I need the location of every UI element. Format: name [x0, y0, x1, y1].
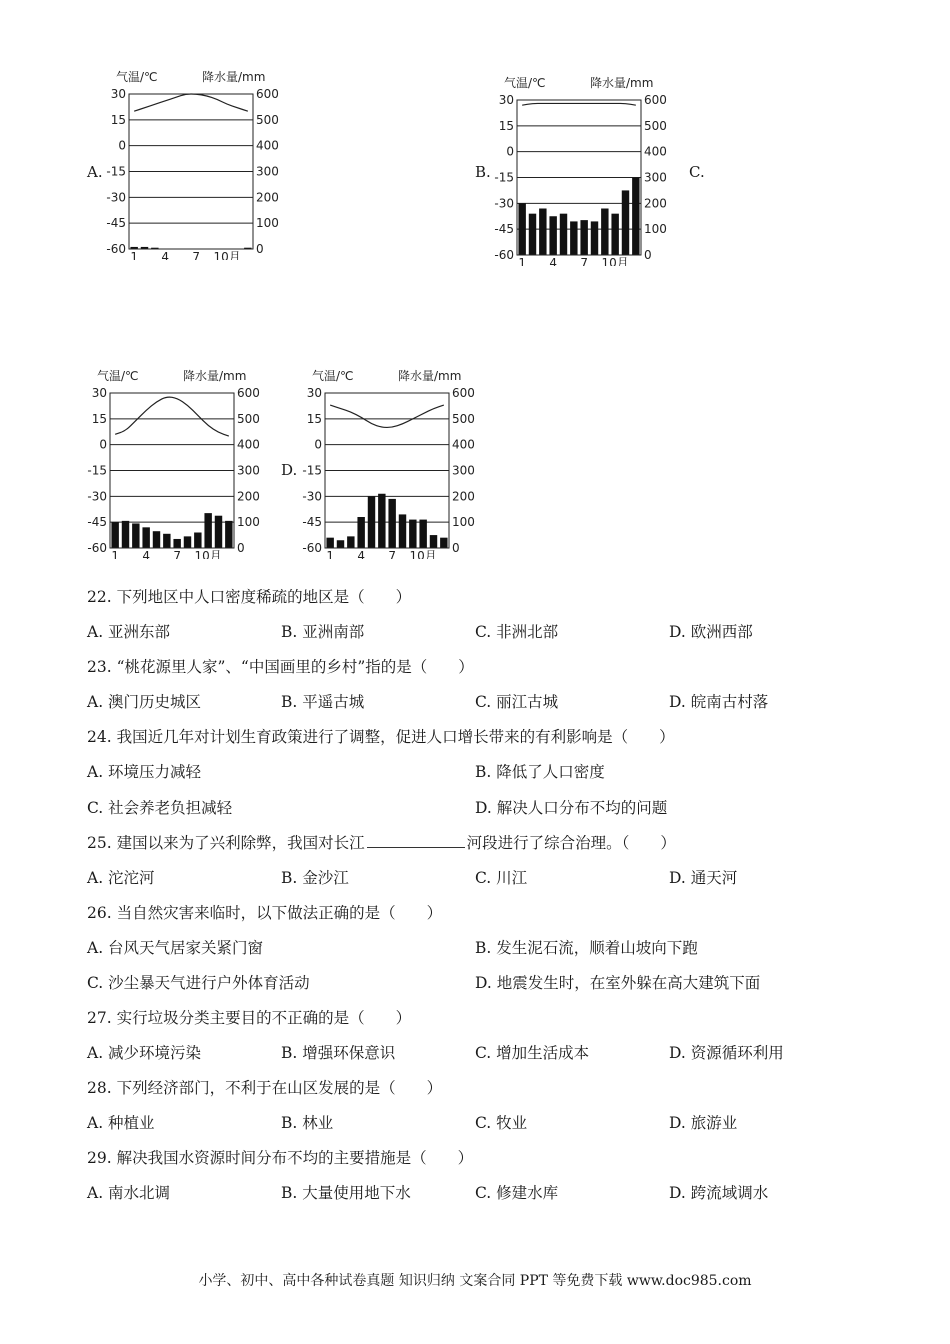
temperature-tick-label: -15 [302, 463, 322, 478]
precipitation-tick-label: 0 [452, 541, 460, 555]
option-letter-c: C. [689, 163, 705, 181]
precipitation-tick-label: 0 [644, 248, 652, 262]
q25-option-b[interactable]: B. 金沙江 [281, 869, 349, 887]
temperature-tick-label: -30 [494, 196, 514, 211]
climate-chart-svg [490, 74, 670, 266]
climate-chart-b [490, 74, 670, 270]
precipitation-bar [518, 203, 525, 255]
month-tick-label: 4 [549, 256, 557, 266]
temperature-tick-label: 30 [91, 386, 107, 400]
precipitation-tick-label: 500 [256, 112, 279, 127]
temperature-tick-label: -15 [494, 170, 514, 185]
q25-option-d[interactable]: D. 通天河 [669, 869, 738, 887]
month-tick-label: 1 [111, 549, 119, 559]
temperature-tick-label: 30 [306, 386, 322, 400]
precipitation-bar [430, 535, 437, 548]
temperature-tick-label: -60 [87, 541, 107, 555]
month-tick-label: 10月 [409, 549, 437, 559]
temperature-line [115, 397, 229, 436]
month-tick-label: 1 [130, 250, 138, 260]
precipitation-tick-label: 400 [644, 144, 667, 159]
q29-option-d[interactable]: D. 跨流域调水 [669, 1184, 769, 1202]
precipitation-bar [611, 214, 618, 255]
q24-option-c[interactable]: C. 社会养老负担减轻 [87, 799, 233, 817]
precipitation-bar [122, 521, 129, 548]
question-26-stem: 26. 当自然灾害来临时，以下做法正确的是（ ） [87, 904, 443, 922]
precipitation-tick-label: 200 [256, 190, 279, 205]
precipitation-tick-label: 100 [452, 515, 475, 530]
precipitation-tick-label: 200 [644, 196, 667, 211]
precipitation-bar [622, 190, 629, 255]
temperature-tick-label: 15 [498, 118, 514, 133]
question-23-stem: 23. “桃花源里人家”、“中国画里的乡村”指的是（ ） [87, 658, 474, 676]
precipitation-tick-label: 600 [644, 93, 667, 107]
month-tick-label: 7 [580, 256, 588, 266]
temperature-tick-label: -30 [106, 190, 126, 205]
precipitation-tick-label: 100 [237, 515, 260, 530]
temperature-tick-label: 15 [306, 411, 322, 426]
temperature-tick-label: -30 [87, 489, 107, 504]
precipitation-bar [378, 494, 385, 548]
temperature-line [134, 94, 248, 111]
month-tick-label: 10月 [213, 250, 241, 260]
q28-option-a[interactable]: A. 种植业 [87, 1114, 155, 1132]
q22-option-a[interactable]: A. 亚洲东部 [87, 623, 171, 641]
temperature-tick-label: -15 [87, 463, 107, 478]
q27-option-a[interactable]: A. 减少环境污染 [87, 1044, 202, 1062]
precipitation-bar [153, 531, 160, 548]
temperature-tick-label: -15 [106, 164, 126, 179]
q28-option-b[interactable]: B. 林业 [281, 1114, 334, 1132]
climate-chart-svg [83, 367, 263, 559]
month-tick-label: 10月 [601, 256, 629, 266]
precipitation-bar [529, 214, 536, 255]
precipitation-bar [184, 536, 191, 548]
precipitation-bar [601, 209, 608, 256]
precipitation-bar [204, 513, 211, 548]
precipitation-bar [225, 521, 232, 548]
question-28-stem: 28. 下列经济部门，不利于在山区发展的是（ ） [87, 1079, 443, 1097]
precipitation-bar [570, 221, 577, 255]
temperature-tick-label: -45 [494, 222, 514, 237]
climate-chart-svg [102, 68, 282, 260]
precipitation-bar [580, 220, 587, 255]
q25-stem-pre: 25. 建国以来为了兴利除弊，我国对长江 [87, 834, 365, 852]
q23-option-c[interactable]: C. 丽江古城 [475, 693, 559, 711]
precipitation-tick-label: 400 [256, 138, 279, 153]
precipitation-bar [632, 178, 639, 256]
climate-chart-svg [298, 367, 478, 559]
question-22-stem: 22. 下列地区中人口密度稀疏的地区是（ ） [87, 588, 412, 606]
temperature-axis-title: 气温/℃ [97, 369, 139, 383]
month-tick-label: 4 [357, 549, 365, 559]
q29-option-a[interactable]: A. 南水北调 [87, 1184, 171, 1202]
precipitation-tick-label: 600 [256, 87, 279, 101]
q25-blank[interactable] [367, 833, 465, 848]
temperature-axis-title: 气温/℃ [312, 369, 354, 383]
temperature-tick-label: 15 [110, 112, 126, 127]
question-27-stem: 27. 实行垃圾分类主要目的不正确的是（ ） [87, 1009, 412, 1027]
q27-option-d[interactable]: D. 资源循环利用 [669, 1044, 784, 1062]
precipitation-bar [357, 517, 364, 548]
temperature-axis-title: 气温/℃ [504, 76, 546, 90]
q24-option-b[interactable]: B. 降低了人口密度 [475, 763, 605, 781]
temperature-tick-label: 0 [314, 437, 322, 452]
month-tick-label: 1 [518, 256, 526, 266]
precipitation-bar [132, 523, 139, 548]
temperature-tick-label: 0 [118, 138, 126, 153]
precipitation-bar [419, 520, 426, 548]
precipitation-tick-label: 500 [237, 411, 260, 426]
q28-option-c[interactable]: C. 牧业 [475, 1114, 528, 1132]
precipitation-axis-title: 降水量/mm [202, 70, 266, 84]
precipitation-tick-label: 100 [644, 222, 667, 237]
question-25-stem [87, 831, 676, 853]
q28-option-d[interactable]: D. 旅游业 [669, 1114, 738, 1132]
precipitation-bar [163, 534, 170, 548]
q23-option-d[interactable]: D. 皖南古村落 [669, 693, 769, 711]
precipitation-tick-label: 500 [452, 411, 475, 426]
climate-chart-d [298, 367, 478, 563]
precipitation-tick-label: 200 [452, 489, 475, 504]
precipitation-bar [347, 536, 354, 548]
question-24-stem: 24. 我国近几年对计划生育政策进行了调整，促进人口增长带来的有利影响是（ ） [87, 728, 675, 746]
option-letter-b: B. [475, 163, 491, 181]
q29-option-c[interactable]: C. 修建水库 [475, 1184, 559, 1202]
precipitation-bar [173, 539, 180, 548]
q22-option-b[interactable]: B. 亚洲南部 [281, 623, 365, 641]
page-footer: 小学、初中、高中各种试卷真题 知识归纳 文案合同 PPT 等免费下载 www.doc985.com [198, 1273, 752, 1289]
q23-option-a[interactable]: A. 澳门历史城区 [87, 693, 202, 711]
temperature-tick-label: -45 [302, 515, 322, 530]
precipitation-bar [337, 540, 344, 548]
temperature-tick-label: -60 [302, 541, 322, 555]
precipitation-bar [388, 499, 395, 548]
q24-option-a[interactable]: A. 环境压力减轻 [87, 763, 202, 781]
precipitation-tick-label: 300 [256, 164, 279, 179]
precipitation-bar [326, 538, 333, 548]
temperature-axis-title: 气温/℃ [116, 70, 158, 84]
precipitation-tick-label: 100 [256, 216, 279, 231]
precipitation-bar [539, 209, 546, 256]
precipitation-bar [215, 516, 222, 548]
q24-option-d[interactable]: D. 解决人口分布不均的问题 [475, 799, 668, 817]
option-letter-d: D. [281, 461, 298, 479]
precipitation-axis-title: 降水量/mm [398, 369, 462, 383]
precipitation-tick-label: 600 [237, 386, 260, 400]
precipitation-bar [591, 221, 598, 255]
temperature-tick-label: 0 [99, 437, 107, 452]
precipitation-bar [399, 514, 406, 548]
temperature-tick-label: 30 [498, 93, 514, 107]
q27-option-b[interactable]: B. 增强环保意识 [281, 1044, 396, 1062]
option-letter-a: A. [87, 163, 103, 181]
climate-chart-a [102, 68, 282, 264]
q26-option-c[interactable]: C. 沙尘暴天气进行户外体育活动 [87, 974, 310, 992]
precipitation-bar [549, 216, 556, 255]
q27-option-c[interactable]: C. 增加生活成本 [475, 1044, 590, 1062]
precipitation-bar [560, 214, 567, 255]
q25-option-a[interactable]: A. 沱沱河 [87, 869, 155, 887]
temperature-line [330, 405, 444, 427]
precipitation-tick-label: 500 [644, 118, 667, 133]
month-tick-label: 4 [142, 549, 150, 559]
temperature-line [522, 103, 636, 105]
precipitation-tick-label: 0 [237, 541, 245, 555]
temperature-tick-label: -60 [494, 248, 514, 262]
q26-option-a[interactable]: A. 台风天气居家关紧门窗 [87, 939, 264, 957]
q22-option-c[interactable]: C. 非洲北部 [475, 623, 559, 641]
temperature-tick-label: -60 [106, 242, 126, 256]
precipitation-axis-title: 降水量/mm [590, 76, 654, 90]
month-tick-label: 4 [161, 250, 169, 260]
precipitation-tick-label: 300 [237, 463, 260, 478]
q25-option-c[interactable]: C. 川江 [475, 869, 528, 887]
precipitation-tick-label: 300 [452, 463, 475, 478]
month-tick-label: 7 [173, 549, 181, 559]
q26-option-d[interactable]: D. 地震发生时，在室外躲在高大建筑下面 [475, 974, 761, 992]
precipitation-tick-label: 400 [452, 437, 475, 452]
temperature-tick-label: 30 [110, 87, 126, 101]
climate-chart-c [83, 367, 263, 563]
precipitation-tick-label: 300 [644, 170, 667, 185]
q25-stem-post: 河段进行了综合治理。（ ） [466, 834, 676, 852]
precipitation-bar [368, 496, 375, 548]
temperature-tick-label: -45 [106, 216, 126, 231]
month-tick-label: 7 [192, 250, 200, 260]
precipitation-bar [142, 527, 149, 548]
q23-option-b[interactable]: B. 平遥古城 [281, 693, 365, 711]
temperature-tick-label: -30 [302, 489, 322, 504]
precipitation-axis-title: 降水量/mm [183, 369, 247, 383]
question-29-stem: 29. 解决我国水资源时间分布不均的主要措施是（ ） [87, 1149, 474, 1167]
precipitation-tick-label: 0 [256, 242, 264, 256]
q29-option-b[interactable]: B. 大量使用地下水 [281, 1184, 411, 1202]
precipitation-tick-label: 600 [452, 386, 475, 400]
precipitation-bar [440, 538, 447, 548]
month-tick-label: 10月 [194, 549, 222, 559]
month-tick-label: 1 [326, 549, 334, 559]
precipitation-tick-label: 400 [237, 437, 260, 452]
temperature-tick-label: 0 [506, 144, 514, 159]
precipitation-tick-label: 200 [237, 489, 260, 504]
precipitation-bar [409, 520, 416, 548]
q26-option-b[interactable]: B. 发生泥石流，顺着山坡向下跑 [475, 939, 698, 957]
precipitation-bar [194, 533, 201, 549]
precipitation-bar [111, 522, 118, 548]
month-tick-label: 7 [388, 549, 396, 559]
temperature-tick-label: 15 [91, 411, 107, 426]
temperature-tick-label: -45 [87, 515, 107, 530]
q22-option-d[interactable]: D. 欧洲西部 [669, 623, 753, 641]
